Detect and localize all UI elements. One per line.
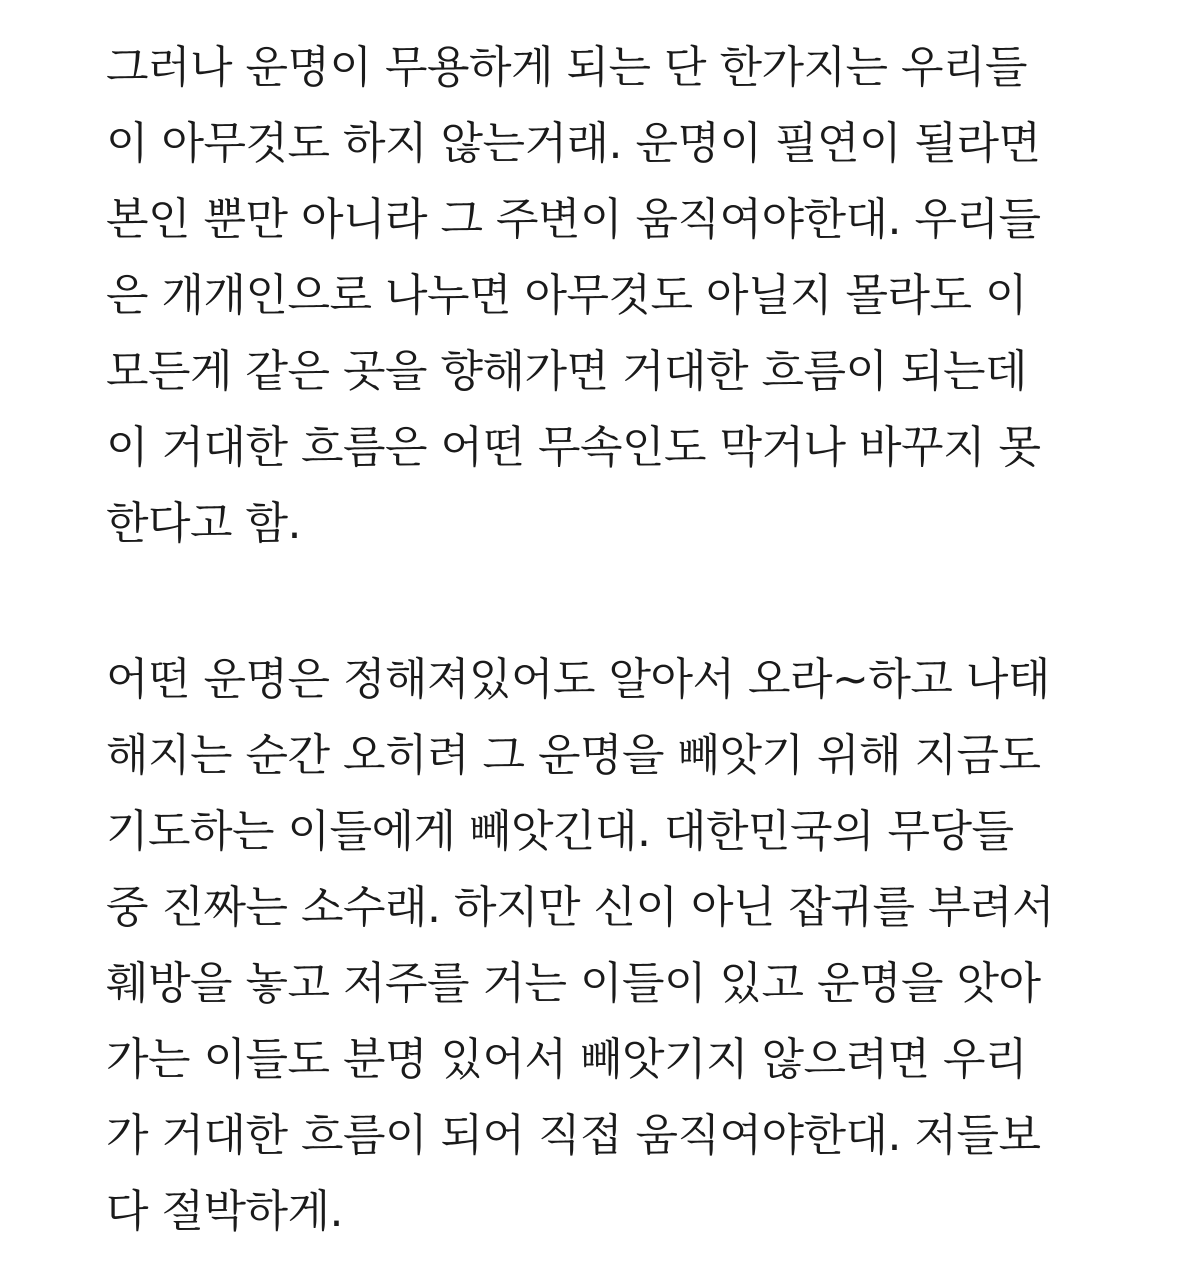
- text-line: 기도하는 이들에게 빼앗긴대. 대한민국의 무당들: [106, 806, 1014, 857]
- text-line: 한다고 함.: [106, 498, 301, 549]
- text-line: 은 개개인으로 나누면 아무것도 아닐지 몰라도 이: [106, 270, 1027, 321]
- text-line: 훼방을 놓고 저주를 거는 이들이 있고 운명을 앗아: [106, 958, 1041, 1009]
- text-line: 이 거대한 흐름은 어떤 무속인도 막거나 바꾸지 못: [106, 422, 1041, 473]
- text-line: 본인 뿐만 아니라 그 주변이 움직여야한대. 우리들: [106, 194, 1041, 245]
- text-line: 다 절박하게.: [106, 1186, 343, 1237]
- text-line: 가는 이들도 분명 있어서 빼앗기지 않으려면 우리: [106, 1034, 1027, 1085]
- text-line: 가 거대한 흐름이 되어 직접 움직여야한대. 저들보: [106, 1110, 1041, 1161]
- text-line: 해지는 순간 오히려 그 운명을 빼앗기 위해 지금도: [106, 730, 1041, 781]
- text-line: 그러나 운명이 무용하게 되는 단 한가지는 우리들: [106, 42, 1027, 93]
- paragraph-2: [106, 642, 1106, 1250]
- text-line: 어떤 운명은 정해져있어도 알아서 오라~하고 나태: [106, 654, 1050, 705]
- text-line: 모든게 같은 곳을 향해가면 거대한 흐름이 되는데: [106, 346, 1027, 397]
- text-line: 중 진짜는 소수래. 하지만 신이 아닌 잡귀를 부려서: [106, 882, 1054, 933]
- text-line: 이 아무것도 하지 않는거래. 운명이 필연이 될라면: [106, 118, 1041, 169]
- article-body: [106, 30, 1106, 1250]
- paragraph-1: [106, 30, 1106, 562]
